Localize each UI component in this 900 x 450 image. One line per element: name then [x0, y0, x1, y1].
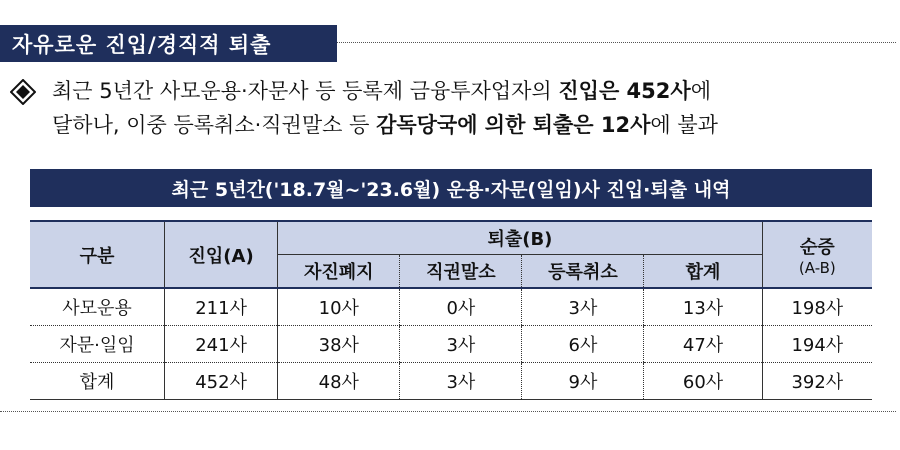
section-divider	[337, 42, 896, 43]
cell-entry: 241사	[164, 326, 277, 363]
section-title: 자유로운 진입/경직적 퇴출	[12, 32, 272, 57]
header-exit-total: 합계	[644, 255, 762, 289]
header-exit: 퇴출(B)	[278, 221, 762, 255]
emphasis-entry: 진입은 452사	[558, 79, 691, 103]
header-category: 구분	[30, 221, 164, 288]
cell-cancelled: 3사	[522, 288, 644, 326]
cell-voluntary: 10사	[278, 288, 400, 326]
header-entry: 진입(A)	[164, 221, 277, 288]
cell-net: 198사	[762, 288, 872, 326]
bullet-line-2	[52, 108, 718, 142]
emphasis-exit: 감독당국에 의한 퇴출은 12사	[376, 113, 651, 137]
diamond-bullet-icon	[10, 79, 36, 105]
text-segment: 에	[690, 79, 711, 103]
bullet-line-1	[52, 74, 718, 108]
table-row	[30, 326, 872, 363]
header-net-label: 순증	[799, 236, 835, 258]
cell-exit-total: 47사	[644, 326, 762, 363]
text-segment: 에 불과	[650, 113, 718, 137]
header-cancelled: 등록취소	[522, 255, 644, 289]
cell-revoked: 3사	[400, 363, 522, 400]
header-net	[762, 221, 872, 288]
cell-exit-total: 60사	[644, 363, 762, 400]
cell-revoked: 0사	[400, 288, 522, 326]
row-label: 자문·일임	[30, 326, 164, 363]
bullet-text	[52, 74, 718, 142]
row-label: 사모운용	[30, 288, 164, 326]
table-row	[30, 288, 872, 326]
text-segment: 최근 5년간 사모운용·자문사 등 등록제 금융투자업자의	[52, 79, 559, 103]
row-label: 합계	[30, 363, 164, 400]
cell-cancelled: 9사	[522, 363, 644, 400]
cell-entry: 452사	[164, 363, 277, 400]
cell-entry: 211사	[164, 288, 277, 326]
table-caption: 최근 5년간('18.7월~'23.6월) 운용·자문(일임)사 진입·퇴출 내역	[30, 169, 872, 207]
header-net-sub: (A-B)	[798, 258, 836, 277]
table-row-total	[30, 363, 872, 400]
cell-voluntary: 38사	[278, 326, 400, 363]
entry-exit-table	[30, 220, 872, 400]
cell-revoked: 3사	[400, 326, 522, 363]
header-revoked: 직권말소	[400, 255, 522, 289]
cell-cancelled: 6사	[522, 326, 644, 363]
header-voluntary: 자진폐지	[278, 255, 400, 289]
cell-net: 392사	[762, 363, 872, 400]
text-segment: 달하나, 이중 등록취소·직권말소 등	[52, 113, 377, 137]
cell-net: 194사	[762, 326, 872, 363]
cell-exit-total: 13사	[644, 288, 762, 326]
section-title-bar	[0, 25, 337, 62]
bottom-divider	[0, 411, 896, 412]
cell-voluntary: 48사	[278, 363, 400, 400]
